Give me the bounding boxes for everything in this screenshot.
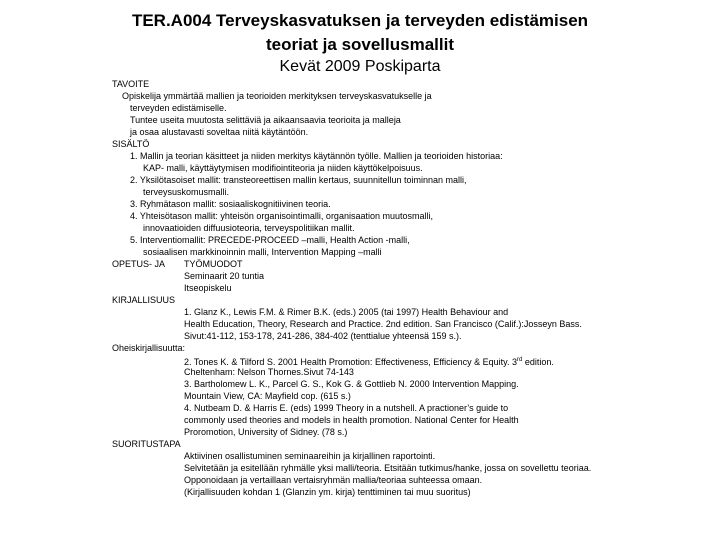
title-line-2: teoriat ja sovellusmallit — [265, 35, 454, 54]
oheis-line: 3. Bartholomew L. K., Parcel G. S., Kok G. & Gottlieb N. 2000 Intervention Mapping. — [184, 379, 519, 389]
opetus-heading-2: TYÖMUODOT — [184, 259, 243, 269]
opetus-line: Itseopiskelu — [184, 283, 232, 293]
page-subtitle: Kevät 2009 Poskiparta — [279, 58, 441, 75]
opetus-line: Seminaarit 20 tuntia — [184, 271, 265, 281]
suoritus-line: Selvitetään ja esitellään ryhmälle yksi malli/teoria. Etsitään tutkimus/hanke, jossa on sovellettu teoriaa. — [184, 463, 592, 473]
suoritus-line: (Kirjallisuuden kohdan 1 (Glanzin ym. kirja) tenttiminen tai muu suoritus) — [184, 487, 471, 497]
oheis-line-text: 2. Tones K. & Tilford S. 2001 Health Promotion: Effectiveness, Efficiency & Equity. 3 — [184, 357, 518, 367]
kirjallisuus-line: Health Education, Theory, Research and Practice. 2nd edition. San Francisco (Calif.):Josseyn Bass. — [184, 319, 582, 329]
oheis-heading-text: Oheiskirjallisuutta — [112, 343, 183, 353]
tavoite-line: Opiskelija ymmärtää mallien ja teorioiden merkityksen terveyskasvatukselle ja — [122, 91, 432, 101]
sisalto-item: 5. Interventiomallit: PRECEDE-PROCEED –malli, Health Action -malli, — [130, 235, 410, 245]
opetus-heading: OPETUS- JA — [112, 259, 166, 269]
oheis-heading — [112, 343, 185, 354]
sisalto-item: 4. Yhteisötason mallit: yhteisön organisointimalli, organisaation muutosmalli, — [130, 211, 433, 221]
sisalto-item: 3. Ryhmätason mallit: sosiaaliskognitiivinen teoria. — [130, 199, 331, 209]
oheis-line: Mountain View, CA: Mayfield cop. (615 s.) — [184, 391, 351, 401]
sisalto-item: terveysuskomusmalli. — [143, 187, 230, 197]
sisalto-heading: SISÄLTÖ — [112, 139, 150, 149]
sisalto-item: innovaatioiden diffuusioteoria, terveyspolitiikan mallit. — [143, 223, 355, 233]
kirjallisuus-line: Sivut:41-112, 153-178, 241-286, 384-402 (tenttialue yhteensä 159 s.). — [184, 331, 462, 341]
kirjallisuus-line: 1. Glanz K., Lewis F.M. & Rimer B.K. (eds.) 2005 (tai 1997) Health Behaviour and — [184, 307, 509, 317]
oheis-heading-sep: : — [182, 343, 186, 353]
oheis-line: 4. Nutbeam D. & Harris E. (eds) 1999 Theory in a nutshell. A practioner’s guide to — [184, 403, 509, 413]
kirjallisuus-heading: KIRJALLISUUS — [112, 295, 176, 305]
sisalto-item: 2. Yksilötasoiset mallit: transteoreettisen mallin kertaus, suunnitellun toiminnan malli, — [130, 175, 467, 185]
sisalto-item: 1. Mallin ja teorian käsitteet ja niiden merkitys käytännön työlle. Mallien ja teorioiden historiaa: — [130, 151, 503, 161]
tavoite-line: terveyden edistämiselle. — [130, 103, 227, 113]
oheis-line-end: edition. — [522, 357, 554, 367]
oheis-line: commonly used theories and models in health promotion. National Center for Health — [184, 415, 519, 425]
suoritus-line: Aktiivinen osallistuminen seminaareihin ja kirjallinen raportointi. — [184, 451, 436, 461]
tavoite-heading: TAVOITE — [112, 79, 150, 89]
tavoite-line: Tuntee useita muutosta selittäviä ja aikaansaavia teorioita ja malleja — [130, 115, 401, 125]
suoritus-line: Opponoidaan ja vertaillaan vertaisryhmän mallia/teoriaa suhteessa omaan. — [184, 475, 483, 485]
title-line-1: TER.A004 Terveyskasvatuksen ja terveyden edistämisen — [131, 11, 589, 30]
sisalto-item: KAP- malli, käyttäytymisen modifiointiteoria ja niiden käyttökelpoisuus. — [143, 163, 423, 173]
oheis-line: Proromotion, University of Sidney. (78 s.) — [184, 427, 348, 437]
suoritus-heading: SUORITUSTAPA — [112, 439, 181, 449]
tavoite-line: ja osaa alustavasti soveltaa niitä käytäntöön. — [130, 127, 309, 137]
oheis-line: Cheltenham: Nelson Thornes.Sivut 74-143 — [184, 367, 354, 377]
oheis-edition-sup: rd — [517, 357, 523, 363]
sisalto-item: sosiaalisen markkinoinnin malli, Intervention Mapping –malli — [143, 247, 382, 257]
